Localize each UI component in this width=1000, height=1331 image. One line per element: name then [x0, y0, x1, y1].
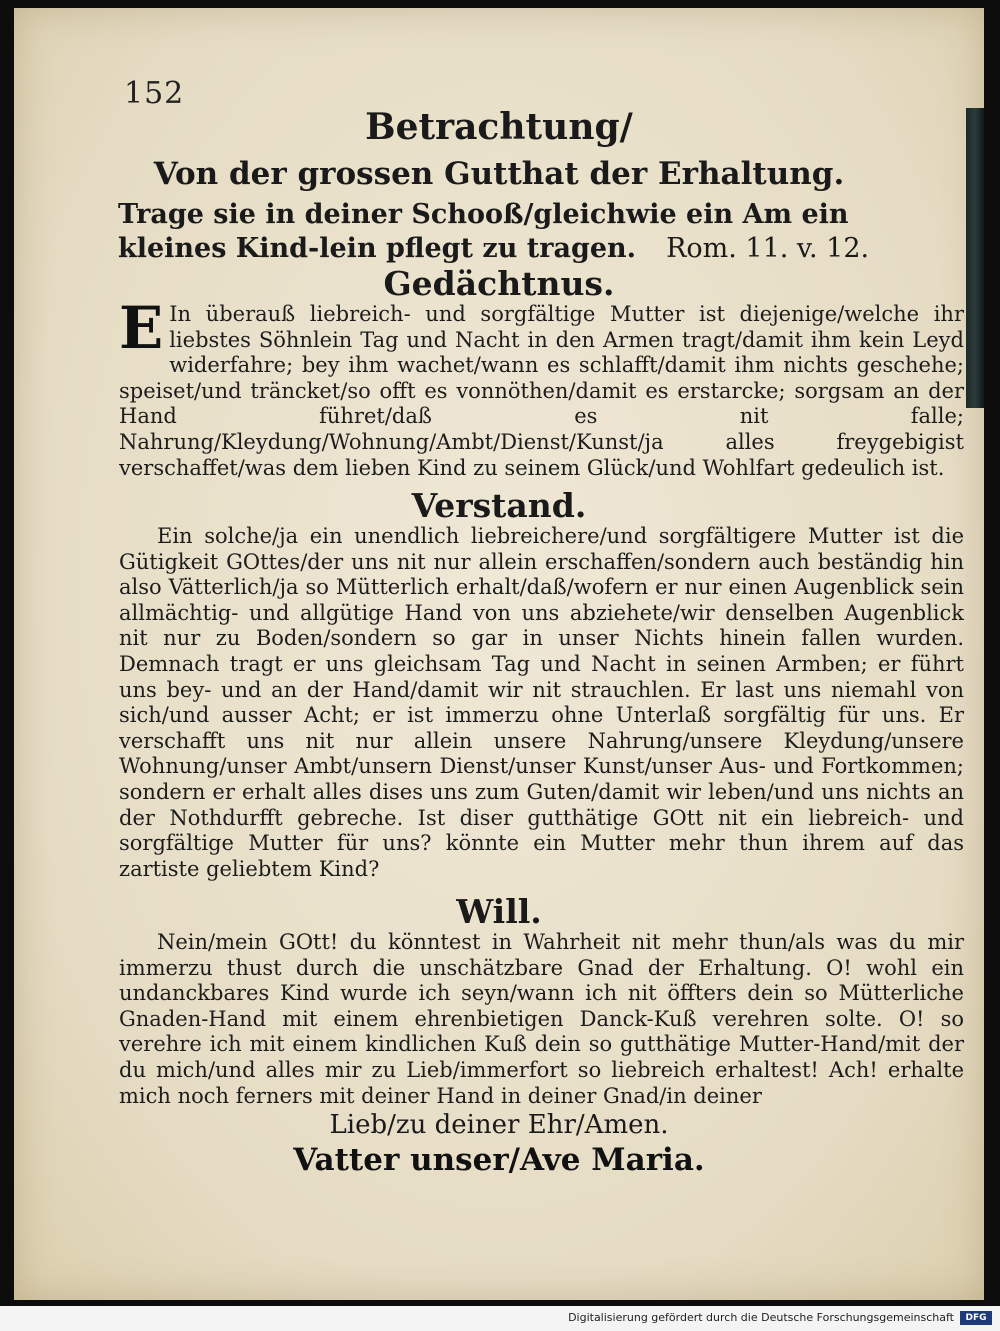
- book-page: [14, 8, 984, 1300]
- page-title: Betrachtung/: [365, 106, 633, 148]
- book-edge: [966, 108, 984, 408]
- section-heading-will: Will.: [456, 892, 542, 931]
- closing-prayer: Vatter unser/Ave Maria.: [293, 1142, 705, 1178]
- dfg-logo: DFG: [960, 1311, 992, 1325]
- quote-reference: Rom. 11. v. 12.: [666, 233, 870, 264]
- quote-text: Trage sie in deiner Schooß/gleichwie ein Am ein kleines Kind-lein pflegt zu tragen.: [118, 199, 849, 264]
- section-closing: Lieb/zu deiner Ehr/Amen.: [329, 1110, 669, 1140]
- section-text-gedaechtnus: [119, 294, 964, 481]
- scripture-quote: [118, 198, 958, 266]
- section-text-will: Nein/mein GOtt! du könntest in Wahrheit nit mehr thun/als was du mir immerzu thust durch die unschätzbare Gnad der Erhaltung. O! wohl ein undanckbares Kind wurde ich seyn/wann ich nit öffters dein so Mütterliche Gnaden-Hand mit einem ehrenbietigen Danck-Kuß verehren solte. O! so verehre ich mit einem kindlichen Kuß dein so gutthätige Mutter-Hand/mit der du mich/und alles mir zu Lieb/immerfort so liebreich erhaltest! Ach! erhalte mich noch ferners mit deiner Hand in deiner Gnad/in deiner: [119, 930, 964, 1108]
- section1-body: In überauß liebreich- und sorgfältige Mutter ist diejenige/welche ihr liebstes Söhnlein Tag und Nacht in den Armen tragt/damit ihm kein Leyd widerfahre; bey ihm wachet/wann es schlafft/damit ihm nichts geschehe; speiset/und träncket/so offt es vonnöthen/damit es erstarcke; sorgsam an der Hand führet/daß es nit falle; Nahrung/Kleydung/Wohnung/Ambt/Dienst/Kunst/ja alles freygebigist verschaffet/was dem lieben Kind zu seinem Glück/und Wohlfart gedeulich ist.: [119, 302, 964, 480]
- section-heading-verstand: Verstand.: [411, 486, 587, 525]
- section-text-verstand: Ein solche/ja ein unendlich liebreichere/und sorgfältigere Mutter ist die Gütigkeit GOttes/der uns nit nur allein erschaffen/sondern auch beständig hin also Vätterlich/ja so Mütterlich erhalt/daß/wofern er nur einen Augenblick sein allmächtig- und allgütige Hand von uns abziehete/wir denselben Augenblick nit nur zu Boden/sondern so gar in unser Nichts hinein fallen wurden. Demnach tragt er uns gleichsam Tag und Nacht in seinen Armben; er führt uns bey- und an der Hand/damit wir nit strauchlen. Er last uns niemahl von sich/und ausser Acht; er ist immerzu ohne Unterlaß sorgfältig für uns. Er verschafft uns nit nur allein unsere Nahrung/unsere Kleydung/unsere Wohnung/unser Ambt/unsern Dienst/unser Kunst/unser Aus- und Fortkommen; sondern er erhalt alles dises uns zum Guten/damit wir leben/und uns nichts an der Nothdurfft gebreche. Ist diser gutthätige GOtt nit ein liebreich- und sorgfältige Mutter für uns? könnte ein Mutter mehr thun ihrem auf das zartiste geliebtem Kind?: [119, 524, 964, 881]
- page-subtitle: Von der grossen Gutthat der Erhaltung.: [153, 156, 845, 192]
- footer-credit: Digitalisierung gefördert durch die Deutsche Forschungsgemeinschaft: [568, 1311, 954, 1324]
- page-number: 152: [124, 76, 185, 111]
- drop-cap: E: [119, 294, 164, 362]
- section-heading-gedaechtnus: Gedächtnus.: [383, 264, 615, 303]
- footer-bar: [0, 1306, 1000, 1331]
